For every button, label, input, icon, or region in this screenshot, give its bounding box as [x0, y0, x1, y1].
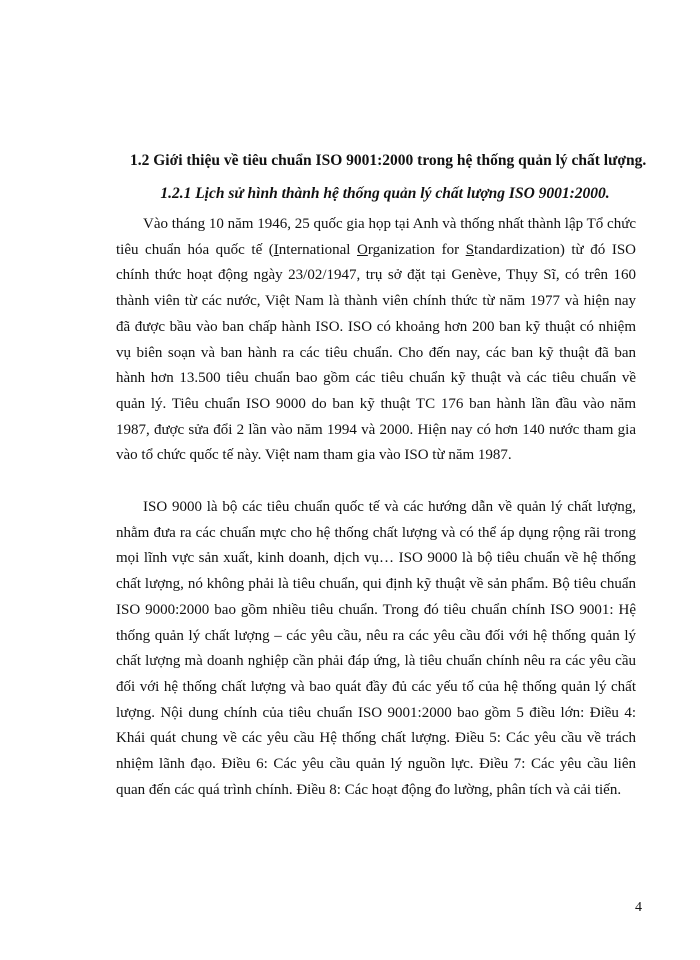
subsection-heading: 1.2.1 Lịch sử hình thành hệ thống quản lý chất lượng ISO 9001:2000.	[160, 185, 610, 202]
paragraph-history	[116, 212, 636, 469]
paragraph-history-text-4: tandardization) từ đó ISO chính thức hoạt động ngày 23/02/1947, trụ sở đặt tại Genève, Thụy Sĩ, có trên 160 thành viên từ các nước, Việt Nam là thành viên chính thức từ năm 1977 và hiện nay đã được bầu vào ban chấp hành ISO. ISO có khoảng hơn 200 ban kỹ thuật có nhiệm vụ biên soạn và ban hành ra các tiêu chuẩn. Cho đến nay, các ban kỹ thuật đã ban hành hơn 13.500 tiêu chuẩn bao gồm các tiêu chuẩn kỹ thuật và các tiêu chuẩn về quản lý. Tiêu chuẩn ISO 9000 do ban kỹ thuật TC 176 ban hành lần đầu vào năm 1987, được sửa đổi 2 lần vào năm 1994 và 2000. Hiện nay có hơn 140 nước tham gia vào tổ chức quốc tế này. Việt nam tham gia vào ISO từ năm 1987.	[116, 241, 636, 464]
underlined-letter-o: O	[357, 241, 368, 258]
section-heading: 1.2 Giới thiệu về tiêu chuẩn ISO 9001:2000 trong hệ thống quản lý chất lượng.	[130, 152, 647, 169]
underlined-letter-i: I	[273, 241, 279, 258]
underlined-letter-s: S	[465, 241, 475, 258]
paragraph-history-text-3: rganization for	[367, 241, 466, 258]
page-number: 4	[635, 900, 642, 915]
paragraph-iso9000: ISO 9000 là bộ các tiêu chuẩn quốc tế và các hướng dẫn về quản lý chất lượng, nhằm đưa ra các chuẩn mực cho hệ thống chất lượng và có thể áp dụng rộng rãi trong mọi lĩnh vực sản xuất, kinh doanh, dịch vụ… ISO 9000 là bộ tiêu chuẩn về hệ thống chất lượng, nó không phải là tiêu chuẩn, qui định kỹ thuật về sản phẩm. Bộ tiêu chuẩn ISO 9000:2000 bao gồm nhiều tiêu chuẩn. Trong đó tiêu chuẩn chính ISO 9001: Hệ thống quản lý chất lượng – các yêu cầu, nêu ra các yêu cầu đối với hệ thống quản lý chất lượng mà doanh nghiệp cần phải đáp ứng, là tiêu chuẩn chính nêu ra các yêu cầu đối với hệ thống chất lượng và bao quát đầy đủ các yếu tố của hệ thống quản lý chất lượng. Nội dung chính của tiêu chuẩn ISO 9001:2000 bao gồm 5 điều lớn: Điều 4: Khái quát chung về các yêu cầu Hệ thống chất lượng. Điều 5: Các yêu cầu về trách nhiệm lãnh đạo. Điều 6: Các yêu cầu quản lý nguồn lực. Điều 7: Các yêu cầu liên quan đến các quá trình chính. Điều 8: Các hoạt động đo lường, phân tích và cải tiến.	[116, 499, 636, 798]
paragraph-history-text-1: Vào tháng 10 năm 1946, 25 quốc gia họp tại Anh và thống nhất thành lập Tổ chức tiêu chuẩn hóa quốc tế (	[116, 216, 636, 258]
paragraph-history-text-2: nternational	[278, 241, 358, 258]
